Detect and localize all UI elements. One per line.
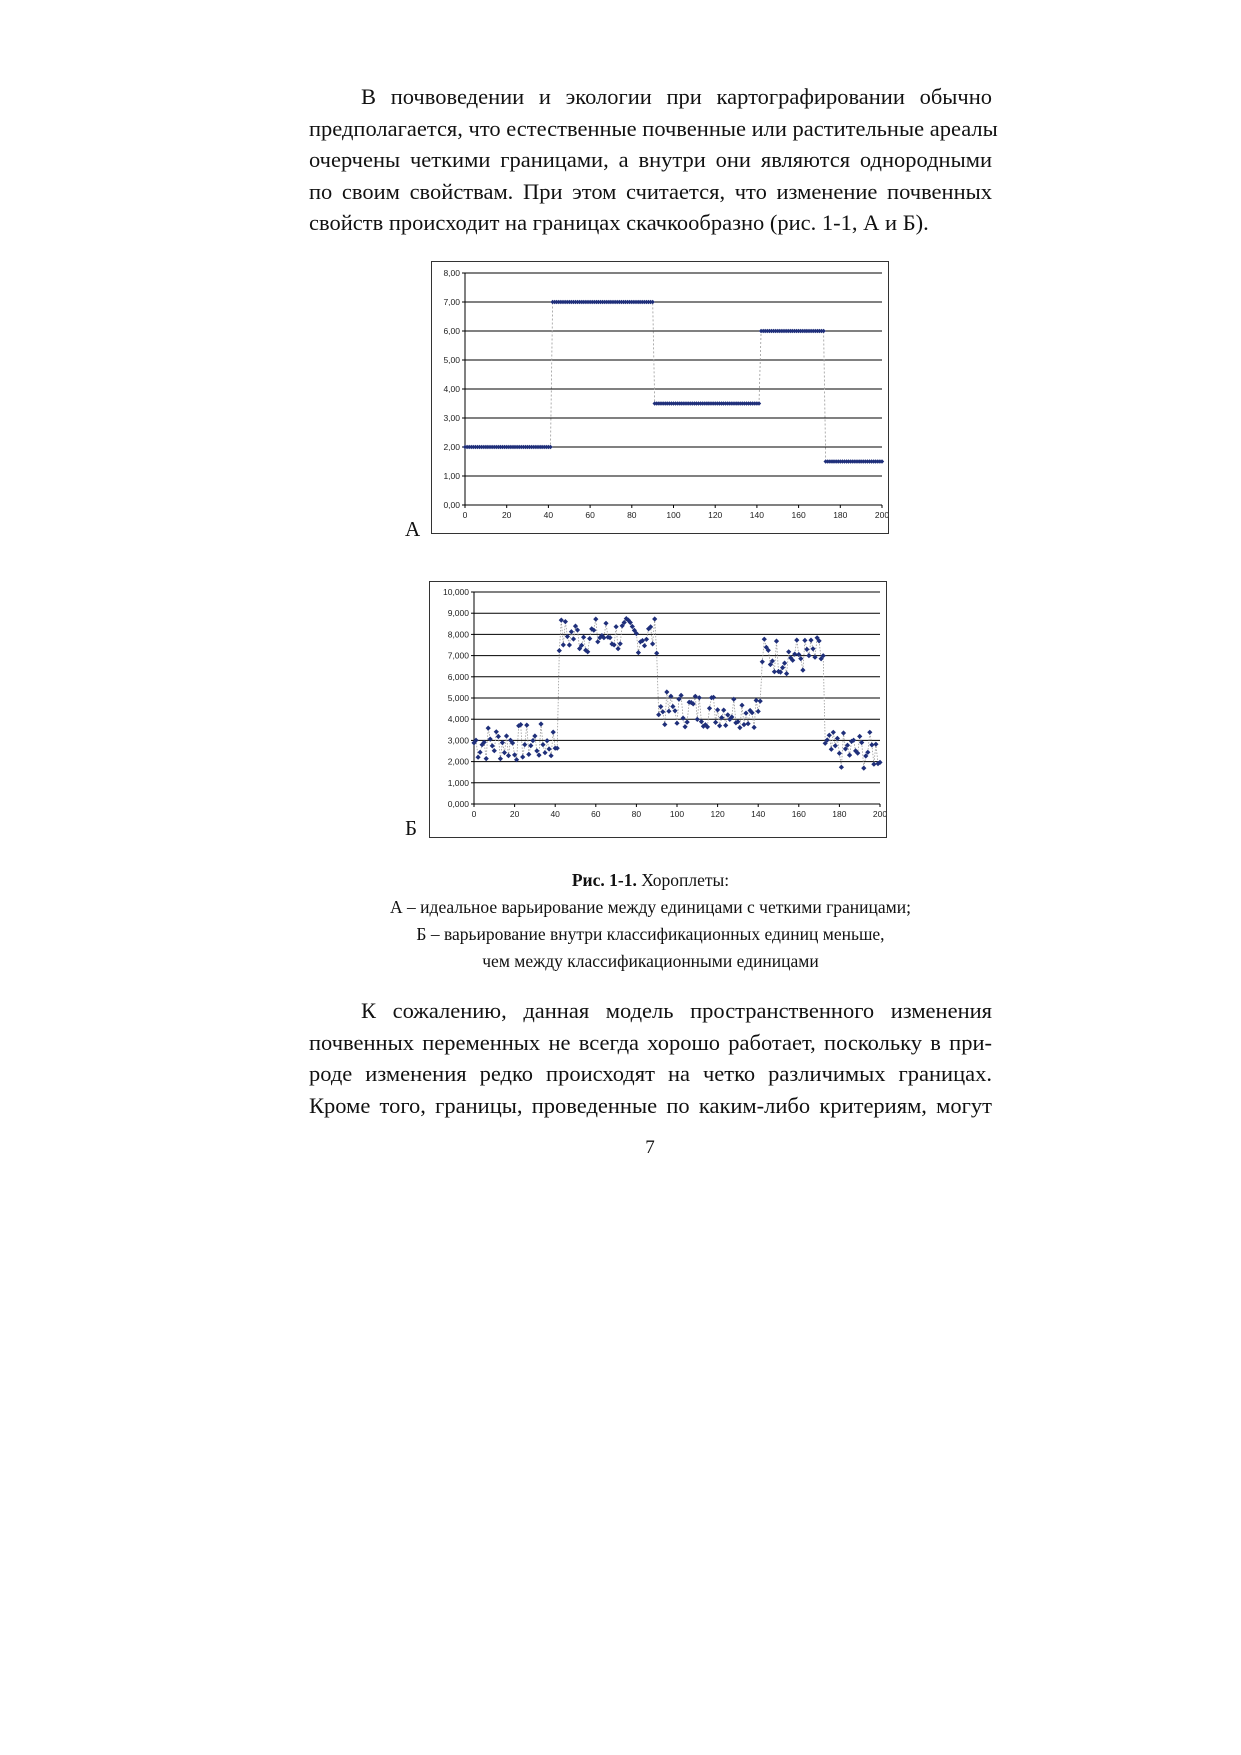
series-connector [465,302,882,462]
data-point [672,708,677,713]
y-tick-label: 9,000 [447,608,469,619]
data-point [831,730,836,735]
caption-title-text: Хороплеты: [636,870,730,890]
x-tick-label: 60 [591,809,601,819]
x-tick-label: 80 [627,510,637,520]
panel-a-label: А [405,517,421,541]
paragraph-line: В почвоведении и экологии при картографировании обычно [361,84,992,109]
x-tick-label: 180 [833,510,848,520]
x-tick-label: 20 [509,809,520,819]
y-tick-label: 7,000 [447,650,469,661]
x-tick-label: 100 [666,510,681,520]
data-point [581,635,586,640]
data-point [543,750,548,755]
y-tick-label: 8,000 [447,629,469,640]
paragraph-line: почвенных переменных не всегда хорошо работает, поскольку в при- [309,1029,992,1055]
x-tick-label: 200 [872,809,886,819]
x-tick-label: 60 [585,510,595,520]
figure-caption-title [309,867,992,894]
data-point [721,708,726,713]
data-point [752,725,757,730]
data-point [660,709,665,714]
data-point [873,742,878,747]
data-point [666,709,671,714]
data-point [674,721,679,726]
y-tick-label: 3,00 [443,413,460,423]
x-tick-label: 140 [749,510,764,520]
data-point [636,650,641,655]
data-point [745,721,750,726]
data-point [650,641,655,646]
data-point [658,704,663,709]
chart-b [430,582,886,837]
caption-line: Б – варьирование внутри классификационных единиц меньше, [416,924,885,944]
y-tick-label: 10,000 [443,587,469,597]
data-point [717,723,722,728]
data-point [857,734,862,739]
y-tick-label: 7,00 [443,297,460,307]
data-point [833,743,838,748]
data-point [737,725,742,730]
data-point [551,730,556,735]
data-point [760,659,765,664]
data-point [502,750,507,755]
y-tick-label: 8,00 [443,268,460,278]
data-point [685,720,690,725]
y-tick-label: 1,00 [443,471,460,481]
data-point [549,753,554,758]
data-point [538,721,543,726]
x-tick-label: 200 [874,510,888,520]
data-point [827,733,832,738]
data-point [536,753,541,758]
caption-line: А – идеальное варьирование между единицами с четкими границами; [390,897,911,917]
y-tick-label: 4,000 [447,714,469,725]
data-point [496,734,501,739]
data-point [528,743,533,748]
data-point [839,765,844,770]
data-point [774,639,779,644]
data-point [524,723,529,728]
x-tick-label: 120 [708,510,723,520]
data-point [802,638,807,643]
data-point [488,737,493,742]
y-tick-label: 5,00 [443,355,460,365]
data-point [847,753,852,758]
x-tick-label: 100 [669,809,685,819]
y-tick-label: 2,000 [447,756,469,767]
data-point [713,720,718,725]
data-point [810,646,815,651]
chart-b-frame [429,581,887,838]
data-point [683,724,688,729]
data-point [614,624,619,629]
paragraph-line: предполагается, что естественные почвенные или растительные ареалы [309,115,998,141]
data-point [526,752,531,757]
x-tick-label: 40 [543,510,554,520]
data-point [762,637,767,642]
data-point [534,748,539,753]
data-point [656,712,661,717]
data-point [522,742,527,747]
data-point [670,704,675,709]
data-point [829,747,834,752]
data-point [699,719,704,724]
chart-a-frame [431,261,889,534]
data-point [780,665,785,670]
data-point [492,748,497,753]
data-point [731,697,736,702]
page-number: 7 [645,1137,655,1158]
data-point [782,661,787,666]
data-point [869,742,874,747]
data-point [494,729,499,734]
x-tick-label: 140 [751,809,766,819]
data-point [695,717,700,722]
data-point [484,756,489,761]
data-point [587,636,592,641]
data-point [837,751,842,756]
panel-b-label: Б [405,816,418,840]
data-point [642,643,647,648]
data-point [557,648,562,653]
data-point [804,647,809,652]
data-point [616,646,621,651]
y-tick-label: 2,00 [443,442,460,452]
data-point [784,671,789,676]
data-point [520,754,525,759]
paragraph-2 [309,995,992,1121]
data-point [571,636,576,641]
y-tick-label: 6,000 [447,671,469,682]
data-point [644,637,649,642]
data-point [741,722,746,727]
y-tick-label: 0,00 [443,500,460,510]
y-tick-label: 0,000 [447,799,469,809]
data-point [532,733,537,738]
data-point [794,638,799,643]
caption-line: чем между классификационными единицами [482,951,819,971]
y-tick-label: 6,00 [443,326,460,336]
data-point [723,723,728,728]
data-point [800,668,805,673]
x-tick-label: 0 [462,510,468,520]
data-point [490,743,495,748]
data-point [476,755,481,760]
x-tick-label: 40 [550,809,560,819]
data-point [743,711,748,716]
data-point [603,621,608,626]
data-point [758,699,763,704]
data-point [806,653,811,658]
x-tick-label: 120 [710,809,725,819]
paragraph-line: роде изменения редко происходят на четко различимых границах. [309,1061,992,1086]
data-point [867,730,872,735]
data-point [618,641,623,646]
chart-a [432,262,888,533]
x-tick-label: 160 [791,510,806,520]
data-point [498,756,503,761]
y-tick-label: 1,000 [447,777,469,788]
data-point [486,726,491,731]
data-point [540,742,545,747]
data-point [662,722,667,727]
x-tick-label: 0 [471,809,477,819]
data-point [786,649,791,654]
data-point [756,709,761,714]
data-point [569,629,574,634]
data-point [861,766,866,771]
paragraph-line: К сожалению, данная модель пространственного изменения [361,998,992,1023]
data-point [547,746,552,751]
data-point [808,638,813,643]
paragraph-line: по своим свойствам. При этом считается, что изменение почвенных [309,178,992,204]
x-tick-label: 160 [791,809,806,819]
data-point [504,733,509,738]
caption-number: Рис. 1-1. [571,870,637,890]
data-point [681,716,686,721]
y-tick-label: 5,000 [447,693,469,703]
x-tick-label: 80 [631,809,642,819]
data-point [561,642,566,647]
paragraph-line: Кроме того, границы, проведенные по каким-либо критериям, могут [309,1092,992,1118]
x-tick-label: 180 [832,809,847,819]
data-point [871,762,876,767]
data-point [545,738,550,743]
paragraph-1 [309,81,998,239]
data-point [739,703,744,708]
data-point [652,616,657,621]
y-tick-label: 4,00 [443,384,460,394]
data-point [530,738,535,743]
data-point [664,689,669,694]
data-point [654,651,659,656]
data-point [707,706,712,711]
data-point [567,642,572,647]
data-point [478,750,483,755]
data-point [506,753,511,758]
data-point [715,707,720,712]
paragraph-line: свойств происходит на границах скачкообразно (рис. 1-1, А и Б). [309,210,929,235]
y-tick-label: 3,000 [447,735,469,746]
data-point [754,698,759,703]
data-point [697,695,702,700]
x-tick-label: 20 [501,510,512,520]
paragraph-line: очерчены четкими границами, а внутри они являются однородными [309,147,992,172]
data-point [841,730,846,735]
data-point [593,617,598,622]
